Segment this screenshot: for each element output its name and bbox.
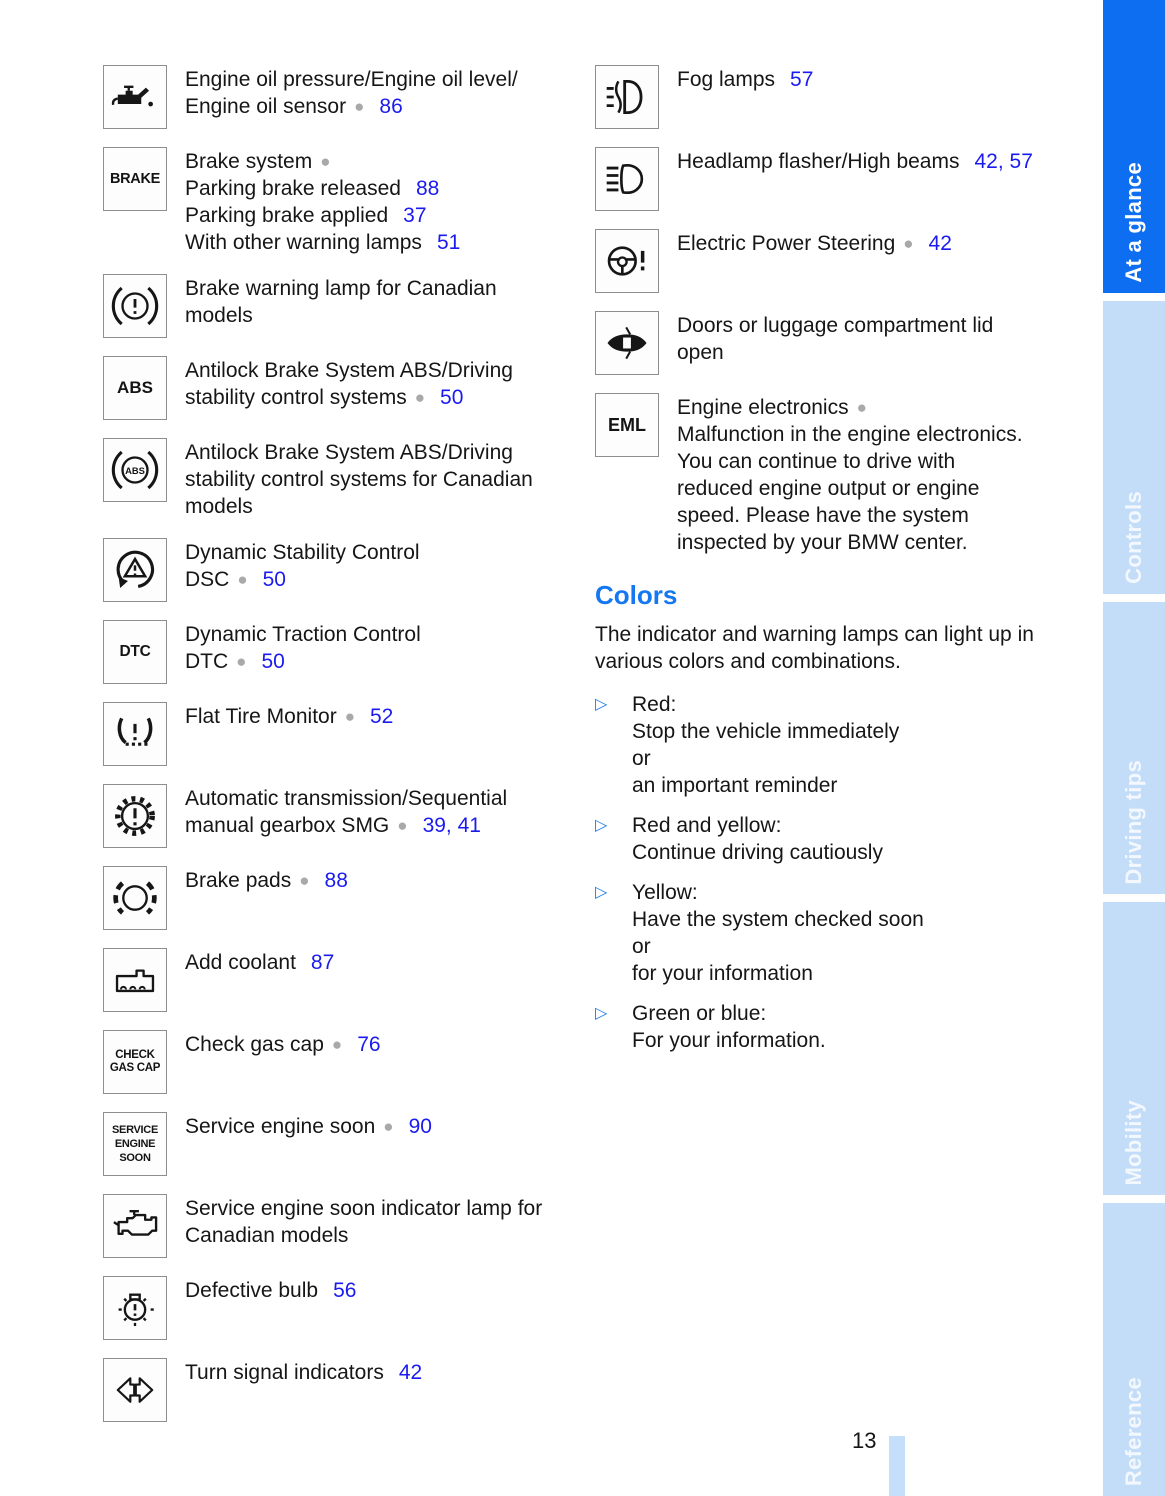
label-text: speed. Please have the system: [677, 504, 969, 527]
page-ref-link[interactable]: 50: [261, 650, 285, 673]
bullet-text-line: Stop the vehicle immediately: [632, 720, 900, 743]
icon-label-line: ABS: [117, 378, 153, 398]
indicator-row: [103, 65, 578, 129]
bullet-text: [632, 1000, 826, 1054]
indicator-row: [595, 229, 1065, 293]
footer-accent-bar: [889, 1436, 905, 1496]
indicator-row: [595, 311, 1065, 375]
bullet-text-line: an important reminder: [632, 774, 838, 797]
gray-dot-icon: ●: [237, 570, 248, 589]
colors-heading: Colors: [595, 580, 678, 610]
indicator-label-line: [677, 502, 1023, 529]
indicator-label: [185, 1276, 356, 1304]
page-ref-link[interactable]: 42: [928, 232, 952, 255]
doors-open-icon: [595, 311, 659, 375]
indicator-row: [103, 274, 578, 338]
page-ref-link[interactable]: 88: [415, 177, 440, 200]
abs-icon: [103, 356, 167, 420]
sidebar-nav: [1103, 0, 1165, 1496]
indicator-label-line: [677, 66, 813, 93]
label-text: Doors or luggage compartment lid: [677, 314, 994, 337]
sidebar-tab-label: Mobility: [1121, 1099, 1146, 1186]
indicator-label: [185, 438, 533, 520]
turn-signal-icon: [103, 1358, 167, 1422]
indicator-label-line: [185, 949, 334, 976]
icon-label-line: BRAKE: [109, 170, 161, 187]
indicator-label-line: [185, 202, 460, 229]
gray-dot-icon: ●: [856, 398, 867, 417]
indicator-label-line: [185, 812, 507, 839]
icon-label-line: GAS CAP: [109, 1062, 161, 1074]
page-ref-link[interactable]: 87: [310, 951, 335, 974]
indicator-label-line: [185, 466, 533, 493]
indicator-label-line: [185, 1031, 381, 1058]
sidebar-tab-label: Driving tips: [1121, 759, 1146, 885]
indicator-label-line: [185, 439, 533, 466]
left-column: [103, 65, 578, 1440]
fog-lamps-icon: [595, 65, 659, 129]
service-engine-soon-icon: [103, 1112, 167, 1176]
indicator-label-line: [677, 230, 952, 257]
label-text: manual gearbox SMG: [185, 814, 390, 837]
brake-warning-canadian-icon: [103, 274, 167, 338]
colors-bullet-item: [595, 879, 1053, 987]
gray-dot-icon: ●: [320, 152, 331, 171]
indicator-label-line: [185, 175, 460, 202]
eml-icon: [595, 393, 659, 457]
indicator-label-line: [677, 339, 993, 366]
page-ref-link[interactable]: 37: [403, 204, 427, 227]
label-text: Parking brake applied: [185, 204, 389, 227]
indicator-label: [185, 866, 348, 894]
label-text: DSC: [185, 568, 230, 591]
label-text: Add coolant: [185, 951, 296, 974]
indicator-row: [103, 948, 578, 1012]
sidebar-tab-at-a-glance[interactable]: [1103, 0, 1165, 293]
indicator-row: [103, 866, 578, 930]
indicator-row: [103, 147, 578, 256]
dtc-icon: [103, 620, 167, 684]
indicator-label-line: [185, 1277, 356, 1304]
sidebar-tab-driving-tips[interactable]: [1103, 602, 1165, 895]
label-text: Electric Power Steering: [677, 232, 896, 255]
indicator-label-line: [185, 357, 513, 384]
bullet-text-line: Continue driving cautiously: [632, 841, 883, 864]
indicator-row: [103, 784, 578, 848]
page-ref-link[interactable]: 50: [262, 568, 286, 591]
indicator-label-line: [185, 275, 497, 302]
label-text: With other warning lamps: [185, 231, 422, 254]
right-column: [595, 65, 1065, 1067]
label-text: Engine oil sensor: [185, 95, 347, 118]
bullet-text-line: Have the system checked soon: [632, 908, 924, 931]
bullet-text: [632, 812, 883, 866]
indicator-label-line: [185, 539, 420, 566]
label-text: Defective bulb: [185, 1279, 319, 1302]
page-number: 13: [852, 1428, 877, 1453]
icon-label-line: DTC: [119, 643, 151, 661]
gray-dot-icon: ●: [236, 652, 247, 671]
indicator-label-line: [677, 421, 1023, 448]
page-ref-link[interactable]: 50: [440, 386, 464, 409]
label-text: Canadian models: [185, 1224, 349, 1247]
indicator-row: [103, 356, 578, 420]
indicator-label-line: [185, 93, 518, 120]
label-text: Dynamic Stability Control: [185, 541, 420, 564]
power-steering-icon: [595, 229, 659, 293]
indicator-label: [185, 948, 334, 976]
indicator-label-line: [677, 529, 1023, 556]
sidebar-tab-controls[interactable]: [1103, 301, 1165, 594]
indicator-label-line: [185, 621, 421, 648]
indicator-label: [185, 274, 497, 329]
indicator-label-line: [185, 1222, 542, 1249]
icon-label-line: CHECK: [115, 1049, 155, 1062]
indicator-label-line: [185, 785, 507, 812]
bullet-text: [632, 879, 924, 987]
icon-label-line: EML: [608, 414, 646, 435]
indicator-label: [185, 356, 513, 411]
sidebar-tab-label: Controls: [1121, 490, 1146, 584]
indicator-label-line: [185, 66, 518, 93]
label-text: Brake system: [185, 150, 313, 173]
indicator-label: [677, 229, 952, 257]
indicator-label: [185, 620, 421, 675]
indicator-label: [677, 311, 993, 366]
bullet-text-line: For your information.: [632, 1029, 826, 1052]
triangle-bullet-icon: ▷: [595, 1005, 608, 1022]
indicator-label-line: [185, 867, 348, 894]
label-text: Antilock Brake System ABS/Driving: [185, 359, 513, 382]
page-ref-link[interactable]: 39, 41: [422, 814, 481, 837]
indicator-row: [595, 393, 1065, 556]
page-ref-link[interactable]: 42: [398, 1361, 423, 1384]
label-text: Parking brake released: [185, 177, 401, 200]
indicator-label-line: [185, 1359, 422, 1386]
label-text: Service engine soon indicator lamp for: [185, 1197, 543, 1220]
label-text: inspected by your BMW center.: [677, 531, 968, 554]
icon-label-line: ENGINE: [114, 1137, 156, 1150]
label-text: stability control systems: [185, 386, 407, 409]
bullet-text-line: Yellow:: [632, 881, 698, 904]
indicator-label-line: [677, 475, 1023, 502]
indicator-row: [103, 1194, 578, 1258]
indicator-row: [103, 1276, 578, 1340]
bullet-text: [632, 691, 899, 799]
gray-dot-icon: ●: [903, 234, 914, 253]
page-ref-link[interactable]: 57: [790, 68, 814, 91]
triangle-bullet-icon: ▷: [595, 817, 608, 834]
gray-dot-icon: ●: [354, 97, 365, 116]
indicator-label-line: [185, 493, 533, 520]
sidebar-tab-mobility[interactable]: [1103, 902, 1165, 1195]
label-text: stability control systems for Canadian: [185, 468, 533, 491]
indicator-row: [103, 538, 578, 602]
high-beams-icon: [595, 147, 659, 211]
indicator-label: [677, 393, 1023, 556]
label-text: Engine oil pressure/Engine oil level/: [185, 68, 518, 91]
gray-dot-icon: ●: [397, 816, 408, 835]
label-text: Dynamic Traction Control: [185, 623, 421, 646]
colors-bullet-item: [595, 1000, 1053, 1054]
indicator-label-line: [185, 1113, 432, 1140]
indicator-label-line: [677, 312, 993, 339]
indicator-label-line: [677, 394, 1023, 421]
colors-bullet-item: [595, 812, 1053, 866]
gray-dot-icon: ●: [344, 707, 355, 726]
label-text: Brake warning lamp for Canadian: [185, 277, 497, 300]
label-text: You can continue to drive with: [677, 450, 956, 473]
indicator-label: [185, 538, 420, 593]
right-column-rows: [595, 65, 1065, 556]
label-text: models: [185, 304, 253, 327]
label-text: Flat Tire Monitor: [185, 705, 337, 728]
indicator-row: [103, 1030, 578, 1094]
sidebar-tab-label: At a glance: [1121, 162, 1146, 283]
label-text: models: [185, 495, 253, 518]
colors-intro-line: various colors and combinations.: [595, 650, 901, 673]
label-text: Headlamp flasher/High beams: [677, 150, 960, 173]
label-text: reduced engine output or engine: [677, 477, 980, 500]
label-text: Engine electronics: [677, 396, 849, 419]
bullet-text-line: or: [632, 935, 651, 958]
gray-dot-icon: ●: [414, 388, 426, 407]
indicator-row: [103, 702, 578, 766]
triangle-bullet-icon: ▷: [595, 884, 608, 901]
indicator-label-line: [185, 384, 513, 411]
indicator-row: [103, 438, 578, 520]
indicator-label-line: [185, 229, 460, 256]
indicator-row: [595, 65, 1065, 129]
gray-dot-icon: ●: [299, 871, 310, 890]
indicator-label: [185, 65, 518, 120]
gray-dot-icon: ●: [383, 1117, 394, 1136]
indicator-row: [103, 620, 578, 684]
colors-intro: [595, 621, 1053, 675]
label-text: Malfunction in the engine electronics.: [677, 423, 1023, 446]
indicator-label: [677, 65, 813, 93]
indicator-row: [103, 1112, 578, 1176]
colors-section: [595, 580, 1053, 1054]
indicator-label-line: [185, 648, 421, 675]
coolant-icon: [103, 948, 167, 1012]
sidebar-tab-label: Reference: [1121, 1376, 1146, 1486]
indicator-label-line: [185, 703, 393, 730]
indicator-label: [677, 147, 1033, 175]
bullet-text-line: or: [632, 747, 651, 770]
indicator-label: [185, 1030, 381, 1058]
page-ref-link[interactable]: 52: [370, 705, 394, 728]
page-ref-link[interactable]: 51: [436, 231, 461, 254]
colors-bullet-list: [595, 691, 1053, 1054]
flat-tire-icon: [103, 702, 167, 766]
bullet-text-line: Red and yellow:: [632, 814, 782, 837]
label-text: Turn signal indicators: [185, 1361, 384, 1384]
indicator-label-line: [185, 566, 420, 593]
page-ref-link[interactable]: 42, 57: [974, 150, 1033, 173]
colors-bullet-item: [595, 691, 1053, 799]
label-text: Fog lamps: [677, 68, 776, 91]
gray-dot-icon: ●: [331, 1035, 343, 1054]
indicator-label: [185, 784, 507, 839]
indicator-label: [185, 702, 393, 730]
svg-text:ABS: ABS: [125, 465, 145, 476]
indicator-label: [185, 1358, 422, 1386]
abs-canadian-icon: [103, 438, 167, 502]
page-ref-link[interactable]: 90: [408, 1115, 432, 1138]
bullet-text-line: for your information: [632, 962, 813, 985]
transmission-icon: [103, 784, 167, 848]
label-text: Antilock Brake System ABS/Driving: [185, 441, 513, 464]
check-gas-cap-icon: [103, 1030, 167, 1094]
dsc-icon: [103, 538, 167, 602]
brake-system-icon: [103, 147, 167, 211]
indicator-label: [185, 147, 460, 256]
icon-label-line: SERVICE: [112, 1123, 158, 1136]
indicator-row: [595, 147, 1065, 211]
page-ref-link[interactable]: 56: [333, 1279, 357, 1302]
page-ref-link[interactable]: 86: [379, 95, 403, 118]
indicator-label-line: [185, 1195, 542, 1222]
icon-label-line: SOON: [119, 1152, 151, 1165]
page-ref-link[interactable]: 76: [357, 1033, 381, 1056]
indicator-label: [185, 1112, 432, 1140]
engine-oil-icon: [103, 65, 167, 129]
label-text: DTC: [185, 650, 229, 673]
indicator-label: [185, 1194, 542, 1249]
bullet-text-line: Green or blue:: [632, 1002, 767, 1025]
colors-intro-line: The indicator and warning lamps can light up in: [595, 623, 1034, 646]
indicator-label-line: [185, 148, 460, 175]
label-text: Automatic transmission/Sequential: [185, 787, 508, 810]
indicator-label-line: [677, 148, 1033, 175]
indicator-label-line: [677, 448, 1023, 475]
label-text: Brake pads: [185, 869, 292, 892]
label-text: Check gas cap: [185, 1033, 324, 1056]
defective-bulb-icon: [103, 1276, 167, 1340]
triangle-bullet-icon: ▷: [595, 696, 608, 713]
brake-pads-icon: [103, 866, 167, 930]
bullet-text-line: Red:: [632, 693, 677, 716]
label-text: Service engine soon: [185, 1115, 376, 1138]
sidebar-tab-reference[interactable]: [1103, 1203, 1165, 1496]
label-text: open: [677, 341, 724, 364]
engine-canadian-icon: [103, 1194, 167, 1258]
page-ref-link[interactable]: 88: [324, 869, 348, 892]
indicator-row: [103, 1358, 578, 1422]
indicator-label-line: [185, 302, 497, 329]
